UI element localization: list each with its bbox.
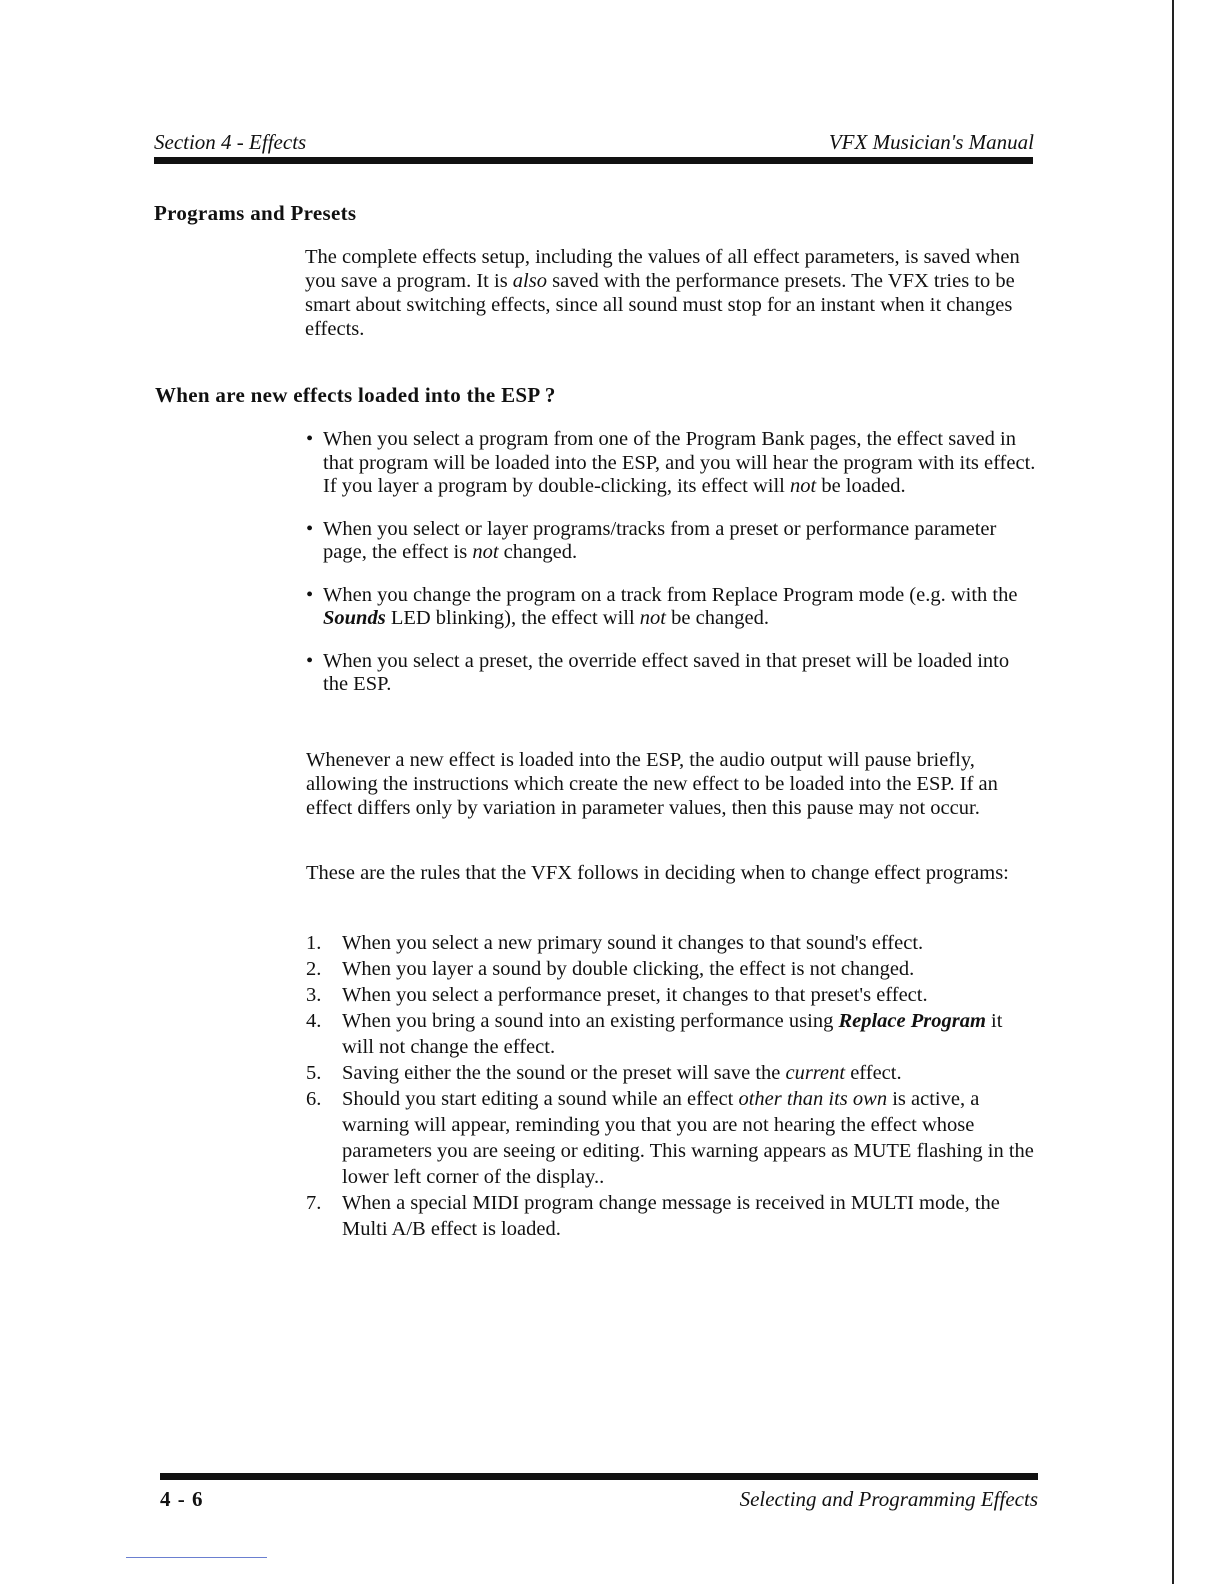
bullet-list [306, 428, 1036, 716]
rule-number: 4. [306, 1010, 322, 1032]
bullet-icon: • [306, 583, 314, 606]
rule-number: 5. [306, 1062, 322, 1084]
rule-number: 2. [306, 958, 322, 980]
section-heading-effects-loaded: When are new effects loaded into the ESP ? [155, 383, 556, 407]
running-header-title: VFX Musician's Manual [828, 130, 1034, 154]
programs-presets-paragraph: The complete effects setup, including the values of all effect parameters, is saved when you save a program. It is also saved with the performance presets. The VFX tries to be smart about switching effects, since all sound must stop for an instant when it changes effects. [305, 246, 1020, 340]
bullet-icon: • [306, 517, 314, 540]
header-rule [154, 157, 1033, 164]
rule-item: 6. Should you start editing a sound while an effect other than its own is active, a warning will appear, reminding you that you are not hearing the effect whose parameters you are seeing or editing. This warning appears as MUTE flashing in the lower left corner of the display.. [306, 1088, 1034, 1188]
rule-number: 3. [306, 984, 322, 1006]
rule-item: 4. When you bring a sound into an existing performance using Replace Program it will not change the effect. [306, 1010, 1003, 1058]
rule-item: 2. When you layer a sound by double clicking, the effect is not changed. [306, 958, 915, 980]
section-heading-programs-presets: Programs and Presets [154, 201, 357, 225]
scan-edge-line [1172, 0, 1174, 1584]
scan-blue-mark [126, 1557, 267, 1558]
rule-item: 1. When you select a new primary sound it changes to that sound's effect. [306, 932, 924, 954]
rules-intro-paragraph: These are the rules that the VFX follows in deciding when to change effect programs: [306, 862, 1009, 884]
rule-item: 7. When a special MIDI program change message is received in MULTI mode, the Multi A/B effect is loaded. [306, 1192, 1000, 1240]
footer-rule [160, 1473, 1038, 1480]
rules-list [306, 930, 1036, 1242]
rule-number: 6. [306, 1088, 322, 1110]
rule-number: 7. [306, 1192, 322, 1214]
running-header-section: Section 4 - Effects [154, 130, 307, 154]
page-number: 4 - 6 [160, 1487, 204, 1511]
bullet-item: • When you change the program on a track from Replace Program mode (e.g. with the Sounds LED blinking), the effect will not be changed. [306, 583, 1018, 629]
rule-item: 3. When you select a performance preset, it changes to that preset's effect. [306, 984, 928, 1006]
bullet-icon: • [306, 649, 314, 672]
bullet-item: • When you select a preset, the override effect saved in that preset will be loaded into the ESP. [306, 649, 1010, 695]
bullet-icon: • [306, 428, 314, 450]
running-footer-title: Selecting and Programming Effects [739, 1487, 1038, 1511]
rule-item: 5. Saving either the the sound or the preset will save the current effect. [306, 1062, 902, 1084]
esp-pause-paragraph: Whenever a new effect is loaded into the ESP, the audio output will pause briefly, allowing the instructions which create the new effect to be loaded into the ESP. If an effect differs only by variation in parameter values, then this pause may not occur. [306, 749, 998, 819]
bullet-item: • When you select or layer programs/tracks from a preset or performance parameter page, the effect is not changed. [306, 517, 997, 563]
rule-number: 1. [306, 932, 322, 954]
bullet-item: • When you select a program from one of the Program Bank pages, the effect saved in that program will be loaded into the ESP, and you will hear the program with its effect. If you layer a program by double-clicking, its effect will not be loaded. [306, 428, 1036, 497]
